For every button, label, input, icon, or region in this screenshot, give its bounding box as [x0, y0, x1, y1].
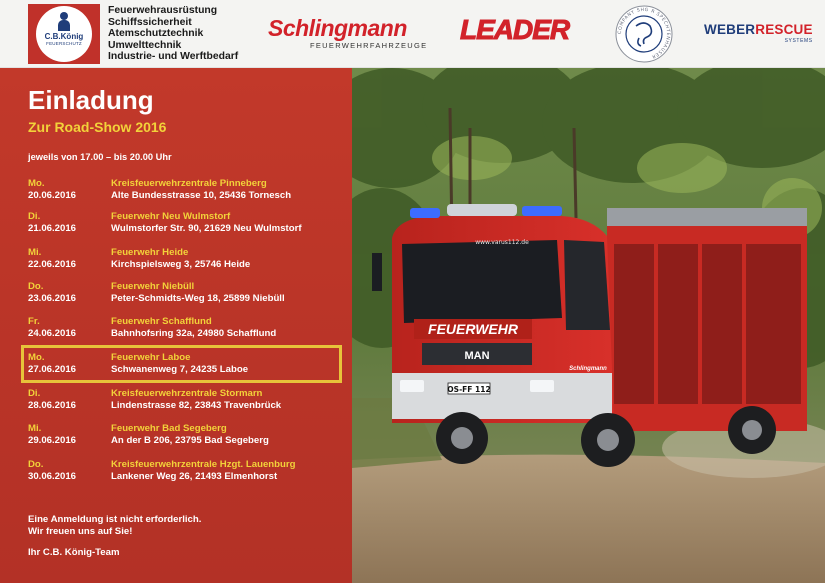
entry-venue: Feuerwehr Bad Segeberg [111, 423, 227, 434]
entry-address: Peter-Schmidts-Weg 18, 25899 Niebüll [111, 293, 285, 304]
weber-rescue-logo [704, 23, 813, 44]
weber-sub: SYSTEMS [784, 38, 813, 44]
entry-day: Fr. [28, 316, 40, 327]
entry-date: 22.06.2016 [28, 259, 77, 270]
firefighter-icon [56, 12, 72, 32]
entry-venue: Feuerwehr Schafflund [111, 316, 212, 327]
entry-day: Mo. [28, 352, 45, 363]
entry-date: 29.06.2016 [28, 435, 77, 446]
windshield-url: www.varus112.de [475, 239, 529, 246]
truck-brand: MAN [464, 350, 490, 362]
service-line: Feuerwehrausrüstung [108, 5, 218, 16]
entry-address: Lankener Weg 26, 21493 Elmenhorst [111, 471, 278, 482]
entry-address: Wulmstorfer Str. 90, 21629 Neu Wulmstorf [111, 223, 302, 234]
weber-word: WEBER [704, 22, 756, 37]
schlingmann-logo [268, 15, 428, 56]
invitation-subtitle: Zur Road-Show 2016 [28, 119, 167, 135]
service-line: Industrie- und Werftbedarf [108, 51, 239, 63]
invitation-panel [0, 68, 352, 583]
schedule-entry [28, 388, 348, 414]
entry-venue: Kreisfeuerwehrzentrale Hzgt. Lauenburg [111, 459, 296, 470]
service-line: Umwelttechnik [108, 39, 182, 51]
schedule-entry [28, 423, 348, 449]
cb-koenig-logo [28, 4, 100, 64]
company-services [108, 5, 238, 63]
entry-day: Do. [28, 281, 44, 292]
door-lettering: Schlingmann [569, 366, 607, 372]
schedule-entry [28, 211, 348, 237]
entry-date: 20.06.2016 [28, 190, 77, 201]
schlingmann-wordmark: Schlingmann [268, 15, 407, 41]
rescue-word: RESCUE [755, 22, 813, 37]
schlingmann-sub: FEUERWEHRFAHRZEUGE [310, 41, 428, 50]
schedule-entry [28, 316, 348, 342]
cb-koenig-name: C.B.König [44, 32, 84, 41]
schedule-entry [28, 178, 348, 204]
welcome-note: Wir freuen uns auf Sie! [28, 526, 133, 537]
service-line: Atemschutztechnik [108, 28, 204, 40]
shg-ring-text: COMPANY SHG R SPECHTENHAUSER [617, 7, 671, 59]
entry-day: Di. [28, 211, 41, 222]
entry-date: 28.06.2016 [28, 400, 77, 411]
entry-date: 23.06.2016 [28, 293, 77, 304]
cb-koenig-sub: FEUERSCHUTZ [46, 41, 82, 46]
cb-koenig-badge [36, 6, 92, 62]
entry-day: Di. [28, 388, 41, 399]
entry-venue: Feuerwehr Heide [111, 247, 189, 258]
entry-address: Lindenstrasse 82, 23843 Travenbrück [111, 400, 282, 411]
service-line: Schiffssicherheit [108, 16, 192, 28]
shg-spechtenhauser-logo [614, 4, 674, 64]
entry-venue: Feuerwehr Laboe [111, 352, 191, 363]
entry-date: 24.06.2016 [28, 328, 77, 339]
sponsor-header [0, 0, 825, 68]
entry-date: 30.06.2016 [28, 471, 77, 482]
entry-day: Mo. [28, 178, 45, 189]
fire-truck-illustration [352, 68, 825, 583]
invitation-title: Einladung [28, 85, 154, 115]
entry-day: Mi. [28, 247, 42, 258]
entry-day: Mi. [28, 423, 42, 434]
schedule-entry [28, 247, 348, 273]
leader-logo [460, 13, 578, 53]
entry-venue: Kreisfeuerwehrzentrale Pinneberg [111, 178, 267, 189]
entry-venue: Feuerwehr Niebüll [111, 281, 195, 292]
entry-address: Bahnhofsring 32a, 24980 Schafflund [111, 328, 277, 339]
registration-note: Eine Anmeldung ist nicht erforderlich. [28, 514, 202, 525]
license-plate: OS-FF 112 [447, 385, 491, 394]
schedule-entry-highlighted [28, 352, 348, 378]
entry-venue: Kreisfeuerwehrzentrale Stormarn [111, 388, 263, 399]
schedule-entry [28, 281, 348, 307]
entry-address: Alte Bundesstrasse 10, 25436 Tornesch [111, 190, 292, 201]
entry-day: Do. [28, 459, 44, 470]
leader-wordmark: LEADER [460, 14, 570, 45]
truck-lettering: FEUERWEHR [428, 321, 518, 337]
entry-date: 27.06.2016 [28, 364, 77, 375]
entry-address: Kirchspielsweg 3, 25746 Heide [111, 259, 251, 270]
fire-truck-photo [352, 68, 825, 583]
entry-address: An der B 206, 23795 Bad Segeberg [111, 435, 269, 446]
event-times: jeweils von 17.00 – bis 20.00 Uhr [28, 152, 172, 162]
signoff: Ihr C.B. König-Team [28, 547, 120, 558]
entry-date: 21.06.2016 [28, 223, 77, 234]
entry-venue: Feuerwehr Neu Wulmstorf [111, 211, 231, 222]
schedule-entry [28, 459, 348, 485]
entry-address: Schwanenweg 7, 24235 Laboe [111, 364, 249, 375]
